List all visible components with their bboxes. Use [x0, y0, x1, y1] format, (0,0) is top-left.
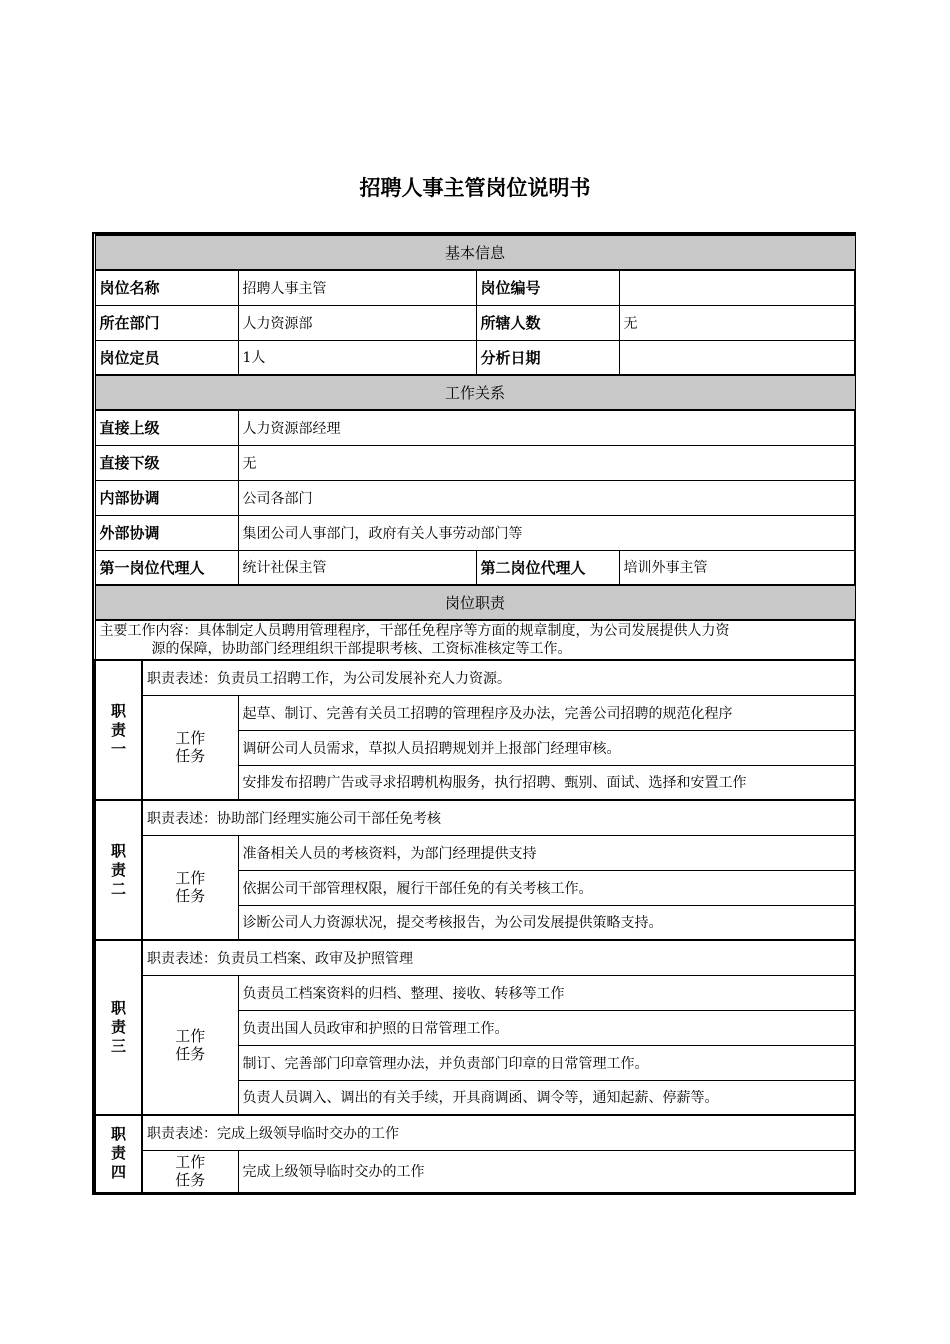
- value-department: 人力资源部: [238, 305, 476, 340]
- duty-1-description: 职责表述：负责员工招聘工作，为公司发展补充人力资源。: [142, 660, 855, 695]
- duty-3-name: [95, 940, 142, 1115]
- label-analysis-date: 分析日期: [476, 340, 619, 375]
- duty-3-task-4: 负责人员调入、调出的有关手续，开具商调函、调令等，通知起薪、停薪等。: [238, 1080, 855, 1115]
- value-internal-coordination: 公司各部门: [238, 480, 855, 515]
- duty-2-name: [95, 800, 142, 940]
- label-department: 所在部门: [95, 305, 238, 340]
- duty-3-description: 职责表述：负责员工档案、政审及护照管理: [142, 940, 855, 975]
- duty-2-task-label-text: 工作任务: [175, 869, 206, 906]
- duty-2-task-1: 准备相关人员的考核资料，为部门经理提供支持: [238, 835, 855, 870]
- duty-3-task-label-text: 工作任务: [175, 1026, 206, 1063]
- main-work-content-line2: 源的保障，协助部门经理组织干部提职考核、工资标准核定等工作。: [151, 641, 572, 657]
- main-work-content: [95, 620, 855, 660]
- value-direct-subordinate: 无: [238, 445, 855, 480]
- duty-4-task-1: 完成上级领导临时交办的工作: [238, 1150, 855, 1192]
- value-subordinate-count: 无: [619, 305, 855, 340]
- duty-1-task-label: [142, 695, 238, 800]
- duty-1-name-text: 职责一: [110, 701, 126, 758]
- label-second-agent: 第二岗位代理人: [476, 550, 619, 585]
- duty-3-task-1: 负责员工档案资料的归档、整理、接收、转移等工作: [238, 975, 855, 1010]
- duty-4-description: 职责表述：完成上级领导临时交办的工作: [142, 1115, 855, 1150]
- value-headcount: 1人: [238, 340, 476, 375]
- duty-4-name: [95, 1115, 142, 1192]
- section-duties: 岗位职责: [95, 585, 855, 620]
- duty-3-task-3: 制订、完善部门印章管理办法，并负责部门印章的日常管理工作。: [238, 1045, 855, 1080]
- value-position-code: [619, 270, 855, 305]
- value-direct-superior: 人力资源部经理: [238, 410, 855, 445]
- duty-4-task-label-text: 工作任务: [175, 1153, 206, 1189]
- duty-2-task-label: [142, 835, 238, 940]
- duty-2-name-text: 职责二: [110, 841, 126, 898]
- duty-3-task-2: 负责出国人员政审和护照的日常管理工作。: [238, 1010, 855, 1045]
- value-analysis-date: [619, 340, 855, 375]
- label-direct-superior: 直接上级: [95, 410, 238, 445]
- value-second-agent: 培训外事主管: [619, 550, 855, 585]
- label-position-code: 岗位编号: [476, 270, 619, 305]
- main-work-content-line1: 主要工作内容：具体制定人员聘用管理程序，干部任免程序等方面的规章制度，为公司发展提供人力资: [99, 623, 730, 639]
- duty-2-task-3: 诊断公司人力资源状况，提交考核报告，为公司发展提供策略支持。: [238, 905, 855, 940]
- duty-2-task-2: 依据公司干部管理权限，履行干部任免的有关考核工作。: [238, 870, 855, 905]
- duty-2-description: 职责表述：协助部门经理实施公司干部任免考核: [142, 800, 855, 835]
- duty-1-task-label-text: 工作任务: [175, 729, 206, 766]
- duty-1-task-2: 调研公司人员需求，草拟人员招聘规划并上报部门经理审核。: [238, 730, 855, 765]
- duty-4-name-text: 职责四: [110, 1125, 126, 1182]
- label-subordinate-count: 所辖人数: [476, 305, 619, 340]
- duty-4-task-label: [142, 1150, 238, 1192]
- label-external-coordination: 外部协调: [95, 515, 238, 550]
- duty-1-task-3: 安排发布招聘广告或寻求招聘机构服务，执行招聘、甄别、面试、选择和安置工作: [238, 765, 855, 800]
- value-external-coordination: 集团公司人事部门，政府有关人事劳动部门等: [238, 515, 855, 550]
- duty-1-task-1: 起草、制订、完善有关员工招聘的管理程序及办法，完善公司招聘的规范化程序: [238, 695, 855, 730]
- section-work-relations: 工作关系: [95, 375, 855, 410]
- label-headcount: 岗位定员: [95, 340, 238, 375]
- label-internal-coordination: 内部协调: [95, 480, 238, 515]
- value-first-agent: 统计社保主管: [238, 550, 476, 585]
- duty-3-task-label: [142, 975, 238, 1115]
- page-title: 招聘人事主管岗位说明书: [359, 176, 591, 200]
- value-position-name: 招聘人事主管: [238, 270, 476, 305]
- section-basic-info: 基本信息: [95, 235, 855, 270]
- label-position-name: 岗位名称: [95, 270, 238, 305]
- label-first-agent: 第一岗位代理人: [95, 550, 238, 585]
- duty-1-name: [95, 660, 142, 800]
- duty-3-name-text: 职责三: [110, 999, 126, 1055]
- job-description-table: [92, 232, 856, 1195]
- label-direct-subordinate: 直接下级: [95, 445, 238, 480]
